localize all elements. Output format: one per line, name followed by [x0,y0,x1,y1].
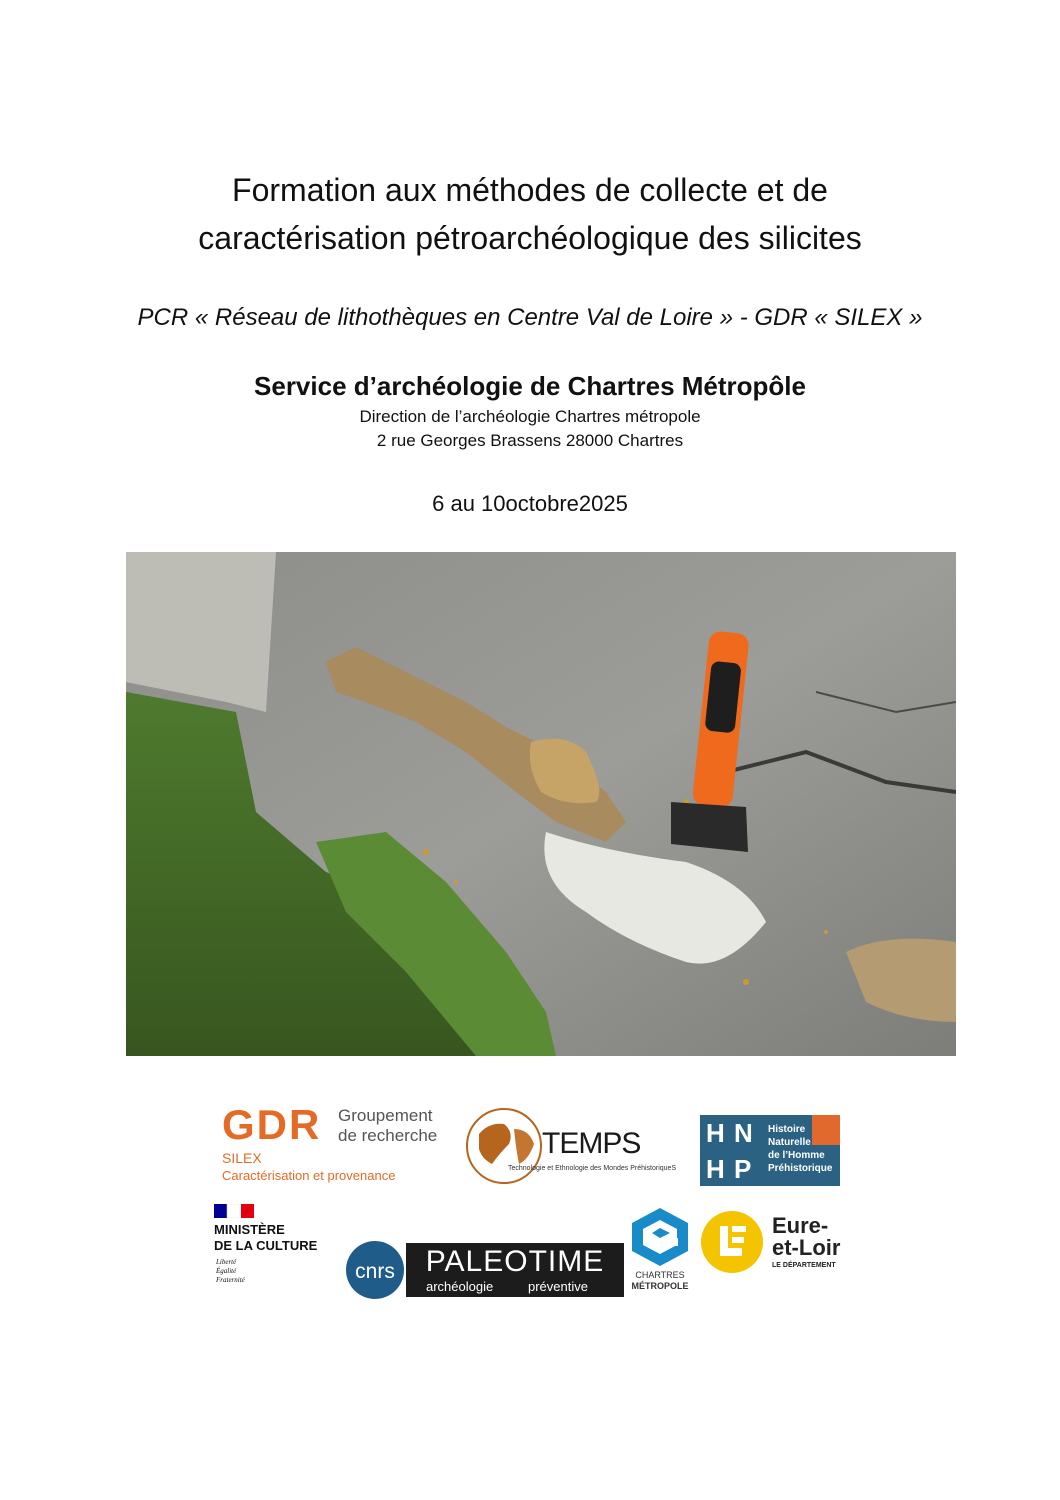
ministere-line-2: DE LA CULTURE [214,1238,318,1253]
paleotime-left: archéologie [426,1279,494,1294]
devise-fraternite: Fraternité [216,1276,245,1284]
paleotime-logo [406,1243,624,1297]
event-dates: 6 au 10octobre2025 [432,491,628,516]
temps-word: TEMPS [542,1127,641,1160]
address-line-2: 2 rue Georges Brassens 28000 Chartres [376,431,684,450]
gdr-subtitle: Caractérisation et provenance [222,1168,396,1183]
chartres-line-1: CHARTRES [635,1270,685,1280]
hnhp-letter-4: P [734,1154,752,1184]
hnhp-line-3: de l’Homme [768,1150,825,1161]
gdr-text-line-2: de recherche [338,1126,438,1145]
hnhp-logo [700,1115,840,1186]
gdr-mark: GDR [222,1101,322,1148]
paleotime-right: préventive [528,1279,588,1294]
hnhp-line-2: Naturelle [768,1137,811,1148]
marianne-flag-icon [214,1204,254,1218]
gdr-text-line-1: Groupement [338,1106,433,1125]
eure-et-loir-icon [700,1210,764,1274]
hnhp-letter-3: H [706,1154,725,1184]
title-line-1: Formation aux méthodes de collecte et de [232,172,828,208]
eure-line-2: et-Loir [772,1235,841,1260]
cnrs-text: cnrs [355,1260,395,1283]
rock-face-photo [126,552,956,1056]
ministere-culture-logo [212,1202,342,1288]
title-line-2: caractérisation pétroarchéologique des silicites [198,220,862,256]
address-line-1: Direction de l’archéologie Chartres métropole [359,407,701,426]
gdr-silex-logo [222,1101,462,1188]
hnhp-letter-1: H [706,1118,725,1148]
hnhp-line-1: Histoire [768,1124,806,1135]
eure-line-3: LE DÉPARTEMENT [772,1262,836,1269]
devise-liberte: Liberté [216,1258,237,1266]
temps-logo [464,1104,692,1188]
paleotime-word: PALEOTIME [425,1245,605,1278]
eure-et-loir-logo [700,1208,860,1278]
temps-tagline: Technologie et Ethnologie des Mondes PréhistoriqueS [508,1165,677,1172]
ministere-line-1: MINISTÈRE [214,1222,285,1237]
service-name: Service d’archéologie de Chartres Métropôle [254,371,806,401]
subtitle: PCR « Réseau de lithothèques en Centre Val de Loire » - GDR « SILEX » [137,304,923,331]
eure-line-1: Eure- [772,1213,829,1238]
cnrs-logo [345,1240,405,1300]
chartres-c-icon [628,1206,692,1268]
globe-icon [464,1104,544,1188]
hnhp-letter-2: N [734,1118,753,1148]
chartres-line-2: MÉTROPOLE [631,1281,689,1291]
chartres-metropole-logo [628,1206,692,1294]
hnhp-line-4: Préhistorique [768,1163,833,1174]
gdr-silex-label: SILEX [222,1150,262,1166]
devise-egalite: Égalité [216,1267,237,1275]
